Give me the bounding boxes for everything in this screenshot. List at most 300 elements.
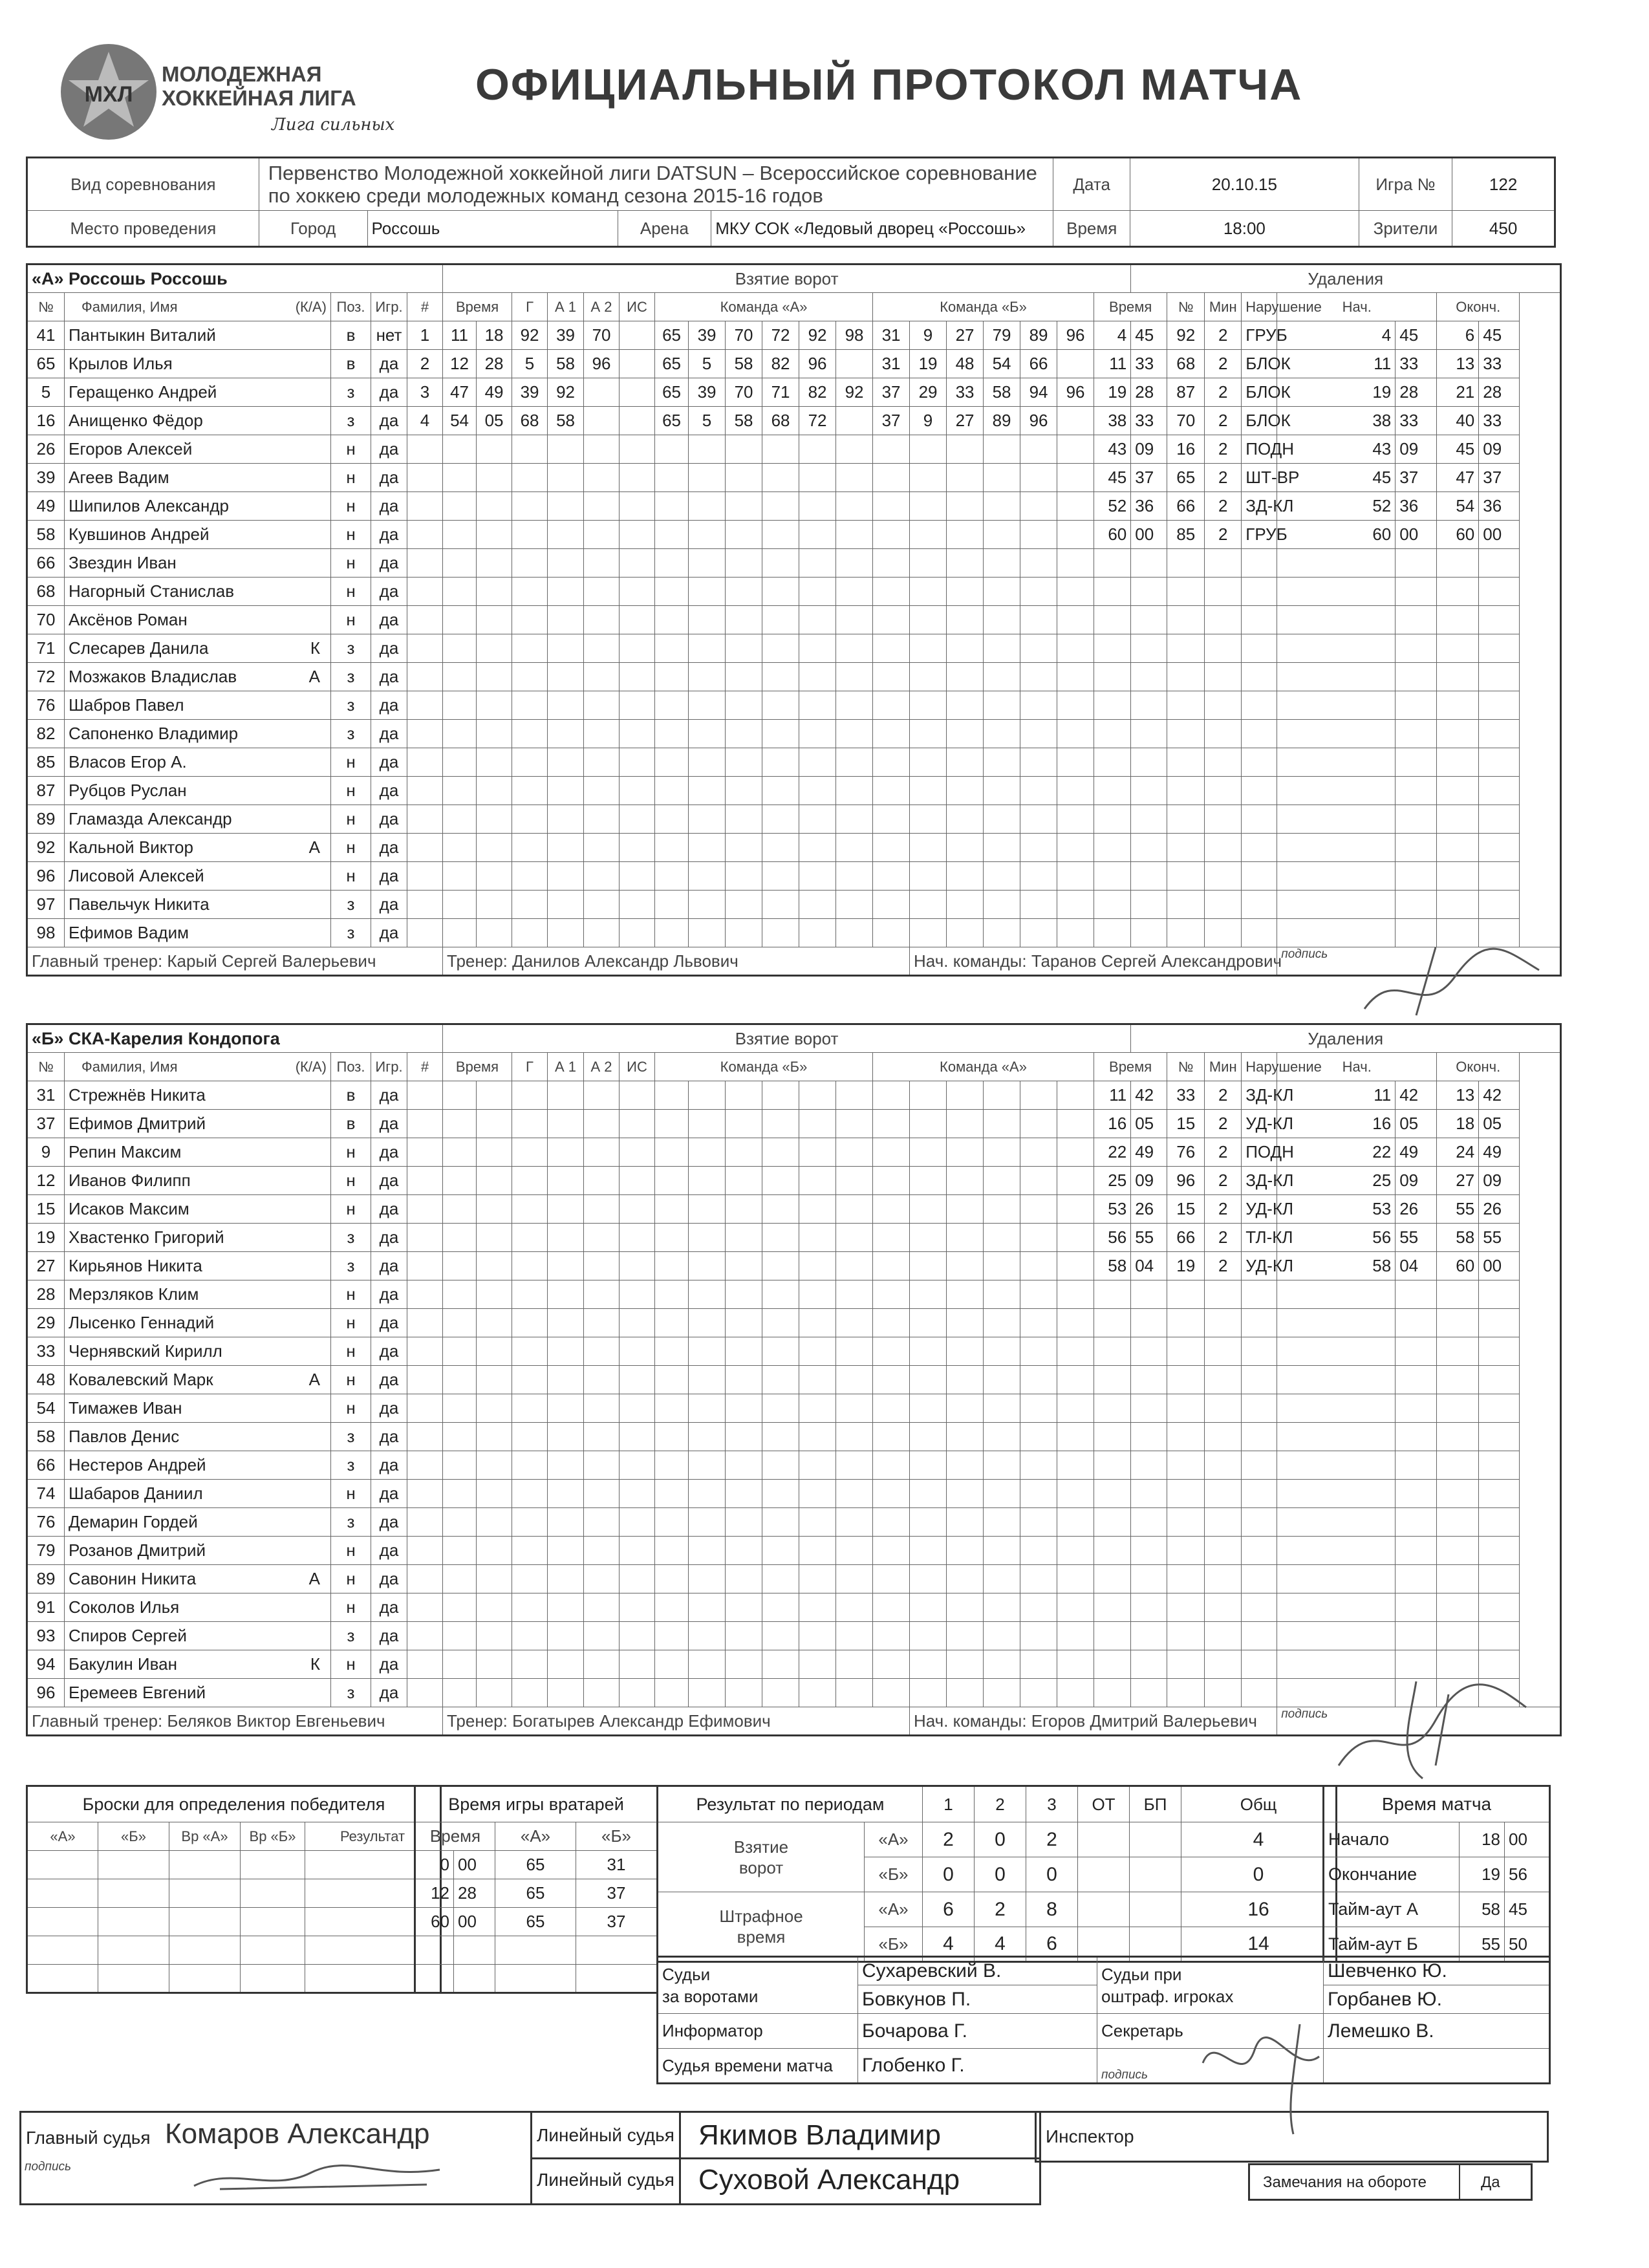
table-cell bbox=[1057, 464, 1094, 492]
table-cell bbox=[620, 606, 655, 634]
table-cell bbox=[689, 1366, 726, 1394]
table-cell: 6 bbox=[1437, 321, 1479, 350]
table-cell bbox=[548, 1224, 584, 1252]
table-cell bbox=[873, 1537, 910, 1565]
table-cell bbox=[1396, 1366, 1437, 1394]
table-cell bbox=[836, 1650, 873, 1679]
table-cell: 45 bbox=[1131, 321, 1167, 350]
table-cell: УД-КЛ bbox=[1242, 1252, 1277, 1280]
table-cell: 05 bbox=[477, 407, 512, 435]
table-cell bbox=[799, 748, 836, 777]
table-cell bbox=[1205, 1337, 1242, 1366]
table-cell: н bbox=[331, 578, 371, 606]
table-cell bbox=[799, 1167, 836, 1195]
table-cell bbox=[726, 777, 762, 805]
table-cell bbox=[726, 1081, 762, 1110]
referee-label: Главный судья bbox=[26, 2128, 151, 2148]
secretary: Лемешко В. bbox=[1324, 2014, 1550, 2049]
table-cell bbox=[1205, 1565, 1242, 1593]
table-cell bbox=[1396, 1309, 1437, 1337]
teamA-coach: Главный тренер: Карый Сергей Валерьевич bbox=[27, 947, 443, 976]
table-cell bbox=[1094, 748, 1131, 777]
table-cell bbox=[984, 1593, 1020, 1622]
table-cell bbox=[407, 492, 443, 521]
table-cell bbox=[655, 663, 689, 691]
table-cell bbox=[1020, 1679, 1057, 1707]
table-cell bbox=[984, 1423, 1020, 1451]
table-cell bbox=[407, 1081, 443, 1110]
table-cell: Судьи при оштраф. игроках bbox=[1097, 1957, 1324, 2014]
table-cell bbox=[689, 748, 726, 777]
table-cell: 49 bbox=[477, 378, 512, 407]
table-cell: БЛОК bbox=[1242, 407, 1277, 435]
table-cell bbox=[910, 1252, 947, 1280]
table-cell bbox=[689, 492, 726, 521]
table-cell bbox=[407, 1593, 443, 1622]
table-cell bbox=[689, 691, 726, 720]
table-cell bbox=[984, 834, 1020, 862]
table-cell bbox=[443, 521, 477, 549]
table-cell bbox=[1437, 1394, 1479, 1423]
goal-num: 1 bbox=[407, 321, 443, 350]
table-cell bbox=[1396, 777, 1437, 805]
table-cell bbox=[512, 777, 548, 805]
table-cell: ШТ-ВР bbox=[1242, 464, 1277, 492]
informer: Бочарова Г. bbox=[858, 2014, 1097, 2049]
player-row bbox=[27, 1138, 1561, 1167]
table-cell bbox=[1242, 1508, 1277, 1537]
table-cell bbox=[1131, 578, 1167, 606]
table-cell bbox=[836, 1480, 873, 1508]
table-cell bbox=[910, 1081, 947, 1110]
table-cell: н bbox=[331, 1309, 371, 1337]
table-cell: 56 bbox=[1505, 1857, 1550, 1892]
table-cell: 58 bbox=[548, 350, 584, 378]
table-cell: 47 bbox=[443, 378, 477, 407]
table-cell bbox=[1277, 1280, 1396, 1309]
table-cell: 37 bbox=[1131, 464, 1167, 492]
table-cell bbox=[873, 1679, 910, 1707]
table-cell bbox=[407, 1309, 443, 1337]
table-cell: Время bbox=[443, 293, 512, 321]
table-cell: Агеев Вадим bbox=[65, 464, 331, 492]
table-cell bbox=[407, 919, 443, 947]
table-cell bbox=[512, 492, 548, 521]
goal-num: 3 bbox=[407, 378, 443, 407]
table-cell bbox=[910, 435, 947, 464]
table-cell bbox=[836, 350, 873, 378]
table-cell bbox=[1167, 862, 1205, 891]
table-cell bbox=[548, 1167, 584, 1195]
table-cell: 22 bbox=[1277, 1138, 1396, 1167]
table-cell bbox=[762, 1280, 799, 1309]
table-cell: 2 bbox=[1205, 1224, 1242, 1252]
table-cell bbox=[1131, 805, 1167, 834]
table-cell bbox=[1479, 578, 1520, 606]
table-cell bbox=[548, 777, 584, 805]
table-cell bbox=[512, 578, 548, 606]
table-cell bbox=[726, 1480, 762, 1508]
table-cell bbox=[873, 1565, 910, 1593]
table-cell bbox=[873, 1423, 910, 1451]
table-cell bbox=[1057, 748, 1094, 777]
table-cell bbox=[1020, 464, 1057, 492]
table-cell bbox=[1205, 891, 1242, 919]
table-cell: 55 bbox=[1437, 1195, 1479, 1224]
table-cell bbox=[689, 1309, 726, 1337]
table-cell: н bbox=[331, 748, 371, 777]
table-cell bbox=[512, 1679, 548, 1707]
table-cell: Окончание bbox=[1324, 1857, 1460, 1892]
table-cell bbox=[443, 435, 477, 464]
table-cell bbox=[836, 1110, 873, 1138]
table-cell: 82 bbox=[799, 378, 836, 407]
table-cell bbox=[726, 1280, 762, 1309]
table-cell bbox=[836, 1195, 873, 1224]
table-cell bbox=[512, 1138, 548, 1167]
table-cell bbox=[762, 464, 799, 492]
table-cell bbox=[655, 1280, 689, 1309]
table-cell: Общ bbox=[1181, 1786, 1337, 1822]
table-cell bbox=[407, 777, 443, 805]
table-cell: 28 bbox=[27, 1280, 65, 1309]
table-cell bbox=[947, 1167, 984, 1195]
table-cell bbox=[512, 720, 548, 748]
table-cell bbox=[477, 1110, 512, 1138]
table-cell bbox=[477, 1622, 512, 1650]
table-cell bbox=[1057, 1537, 1094, 1565]
table-cell: 55 bbox=[1396, 1224, 1437, 1252]
table-cell bbox=[454, 1965, 495, 1993]
table-cell bbox=[1078, 1892, 1130, 1927]
table-cell: да bbox=[371, 407, 407, 435]
table-cell bbox=[799, 1252, 836, 1280]
table-cell: з bbox=[331, 634, 371, 663]
table-cell bbox=[1057, 521, 1094, 549]
table-cell bbox=[620, 521, 655, 549]
table-cell bbox=[726, 720, 762, 748]
table-cell bbox=[1277, 549, 1396, 578]
table-cell bbox=[1205, 606, 1242, 634]
player-row bbox=[27, 521, 1561, 549]
table-cell bbox=[762, 1337, 799, 1366]
table-cell bbox=[548, 891, 584, 919]
table-cell: Кирьянов Никита bbox=[65, 1252, 331, 1280]
table-cell: Мин bbox=[1205, 293, 1242, 321]
table-cell: да bbox=[371, 1167, 407, 1195]
table-cell: 39 bbox=[689, 321, 726, 350]
table-cell: Нач. команды: Егоров Дмитрий Валерьевич bbox=[910, 1707, 1277, 1736]
table-cell: БЛОК bbox=[1242, 378, 1277, 407]
table-cell bbox=[873, 834, 910, 862]
table-cell bbox=[241, 1965, 305, 1993]
table-cell bbox=[836, 720, 873, 748]
table-cell bbox=[1396, 691, 1437, 720]
table-cell bbox=[584, 606, 620, 634]
table-cell bbox=[1242, 1309, 1277, 1337]
table-cell: «Б» bbox=[865, 1857, 923, 1892]
table-cell bbox=[1277, 1451, 1396, 1480]
table-cell: н bbox=[331, 1167, 371, 1195]
date: 20.10.15 bbox=[1130, 158, 1359, 211]
table-cell: 42 bbox=[1131, 1081, 1167, 1110]
table-cell bbox=[689, 663, 726, 691]
table-cell: 2 bbox=[1205, 407, 1242, 435]
table-cell bbox=[873, 691, 910, 720]
table-cell bbox=[1396, 606, 1437, 634]
table-cell bbox=[1479, 748, 1520, 777]
table-cell bbox=[1396, 1508, 1437, 1537]
table-cell: 43 bbox=[1094, 435, 1131, 464]
table-cell bbox=[984, 663, 1020, 691]
table-cell: 70 bbox=[726, 321, 762, 350]
table-cell: № bbox=[27, 1053, 65, 1081]
table-cell bbox=[477, 1451, 512, 1480]
table-cell: нет bbox=[371, 321, 407, 350]
table-cell: Вр «А» bbox=[169, 1822, 241, 1851]
table-cell bbox=[689, 919, 726, 947]
table-cell bbox=[1167, 720, 1205, 748]
table-cell bbox=[1205, 663, 1242, 691]
table-cell: 33 bbox=[27, 1337, 65, 1366]
table-cell bbox=[477, 1366, 512, 1394]
table-cell bbox=[836, 634, 873, 663]
table-cell bbox=[512, 748, 548, 777]
table-cell: в bbox=[331, 350, 371, 378]
table-cell bbox=[1167, 1423, 1205, 1451]
table-cell bbox=[726, 1167, 762, 1195]
table-cell bbox=[27, 1965, 98, 1993]
table-cell: 39 bbox=[548, 321, 584, 350]
table-cell bbox=[910, 1309, 947, 1337]
table-cell bbox=[443, 1252, 477, 1280]
player-row bbox=[27, 1451, 1561, 1480]
penalty-box-judge-2: Горбанев Ю. bbox=[1324, 1985, 1550, 2014]
table-cell: 38 bbox=[1277, 407, 1396, 435]
table-cell: 45 bbox=[1437, 435, 1479, 464]
table-cell bbox=[548, 1593, 584, 1622]
table-cell bbox=[443, 1679, 477, 1707]
table-cell bbox=[443, 1508, 477, 1537]
table-cell bbox=[1167, 1309, 1205, 1337]
table-cell bbox=[477, 691, 512, 720]
table-cell: 65 bbox=[655, 378, 689, 407]
table-cell bbox=[1057, 1451, 1094, 1480]
table-cell bbox=[762, 521, 799, 549]
table-cell: 4 bbox=[923, 1927, 975, 1962]
table-cell: 93 bbox=[27, 1622, 65, 1650]
table-cell: да bbox=[371, 464, 407, 492]
table-cell: 33 bbox=[1396, 407, 1437, 435]
table-cell: 65 bbox=[27, 350, 65, 378]
table-cell bbox=[655, 862, 689, 891]
table-cell bbox=[620, 1650, 655, 1679]
table-cell: 2 bbox=[1205, 1138, 1242, 1167]
table-cell: 5 bbox=[689, 407, 726, 435]
table-cell bbox=[836, 1366, 873, 1394]
player-row bbox=[27, 805, 1561, 834]
table-cell: н bbox=[331, 1337, 371, 1366]
table-cell bbox=[1057, 1394, 1094, 1423]
table-cell: 5 bbox=[512, 350, 548, 378]
table-cell bbox=[689, 1081, 726, 1110]
table-cell bbox=[407, 862, 443, 891]
table-cell bbox=[1131, 834, 1167, 862]
table-cell bbox=[1437, 606, 1479, 634]
table-cell bbox=[1396, 663, 1437, 691]
table-cell bbox=[1437, 834, 1479, 862]
table-cell bbox=[443, 1423, 477, 1451]
table-cell bbox=[620, 1423, 655, 1451]
table-cell bbox=[407, 834, 443, 862]
player-row bbox=[27, 1195, 1561, 1224]
table-cell bbox=[947, 1451, 984, 1480]
table-cell bbox=[726, 862, 762, 891]
table-cell bbox=[477, 1679, 512, 1707]
player-row bbox=[27, 1167, 1561, 1195]
table-cell: да bbox=[371, 1423, 407, 1451]
table-cell bbox=[799, 919, 836, 947]
table-cell bbox=[1205, 748, 1242, 777]
table-cell: 68 bbox=[512, 407, 548, 435]
table-cell: Павельчук Никита bbox=[65, 891, 331, 919]
table-cell bbox=[836, 407, 873, 435]
table-cell bbox=[1057, 1138, 1094, 1167]
table-cell bbox=[799, 1508, 836, 1537]
table-cell bbox=[415, 1965, 454, 1993]
table-cell bbox=[799, 834, 836, 862]
table-cell: да bbox=[371, 1280, 407, 1309]
table-cell bbox=[620, 464, 655, 492]
table-cell bbox=[1131, 1309, 1167, 1337]
table-cell bbox=[620, 1394, 655, 1423]
table-cell: 8 bbox=[1026, 1892, 1078, 1927]
table-cell: 09 bbox=[1131, 1167, 1167, 1195]
table-cell bbox=[1479, 606, 1520, 634]
table-cell bbox=[584, 1537, 620, 1565]
table-cell bbox=[1020, 720, 1057, 748]
table-cell bbox=[984, 1679, 1020, 1707]
table-cell: Вр «Б» bbox=[241, 1822, 305, 1851]
table-cell bbox=[1437, 862, 1479, 891]
city-label: Город bbox=[259, 211, 367, 247]
table-cell bbox=[984, 521, 1020, 549]
player-row bbox=[27, 1423, 1561, 1451]
table-cell bbox=[1167, 691, 1205, 720]
table-cell bbox=[584, 1224, 620, 1252]
table-cell bbox=[836, 1337, 873, 1366]
table-cell bbox=[620, 1167, 655, 1195]
table-cell bbox=[655, 606, 689, 634]
table-cell bbox=[1130, 1857, 1181, 1892]
table-cell bbox=[1057, 1366, 1094, 1394]
table-cell bbox=[726, 1679, 762, 1707]
table-cell bbox=[984, 1252, 1020, 1280]
table-cell bbox=[1437, 1309, 1479, 1337]
table-cell bbox=[1130, 1822, 1181, 1857]
table-cell: н bbox=[331, 606, 371, 634]
table-cell bbox=[1130, 1892, 1181, 1927]
table-cell bbox=[947, 720, 984, 748]
player-row bbox=[27, 1309, 1561, 1337]
table-cell bbox=[836, 919, 873, 947]
table-cell: 45 bbox=[1505, 1892, 1550, 1927]
table-cell bbox=[1396, 1480, 1437, 1508]
table-cell bbox=[584, 1138, 620, 1167]
table-cell bbox=[548, 720, 584, 748]
teamA-title: «А» Россошь Россошь bbox=[27, 265, 443, 293]
table-cell bbox=[407, 1508, 443, 1537]
table-cell: 68 bbox=[27, 578, 65, 606]
table-cell bbox=[1396, 578, 1437, 606]
table-cell bbox=[984, 1309, 1020, 1337]
table-cell bbox=[799, 663, 836, 691]
table-cell bbox=[655, 891, 689, 919]
table-cell bbox=[762, 1480, 799, 1508]
table-cell bbox=[984, 492, 1020, 521]
table-cell bbox=[477, 663, 512, 691]
table-cell bbox=[1277, 891, 1396, 919]
table-cell: Информатор bbox=[658, 2014, 858, 2049]
table-cell bbox=[477, 1195, 512, 1224]
table-cell: 2 bbox=[975, 1892, 1026, 1927]
table-cell bbox=[655, 1081, 689, 1110]
table-cell bbox=[910, 805, 947, 834]
time-label: Время bbox=[1053, 211, 1130, 247]
table-cell bbox=[27, 1936, 98, 1965]
table-cell bbox=[548, 606, 584, 634]
table-cell bbox=[726, 663, 762, 691]
table-cell: 96 bbox=[799, 350, 836, 378]
table-cell bbox=[1020, 691, 1057, 720]
table-cell bbox=[1479, 1309, 1520, 1337]
table-cell: 33 bbox=[1131, 407, 1167, 435]
table-cell bbox=[947, 521, 984, 549]
table-cell bbox=[873, 1280, 910, 1309]
table-cell bbox=[1094, 805, 1131, 834]
table-cell bbox=[873, 891, 910, 919]
table-cell bbox=[477, 805, 512, 834]
table-cell: УД-КЛ bbox=[1242, 1195, 1277, 1224]
table-cell bbox=[689, 1224, 726, 1252]
table-cell bbox=[1131, 891, 1167, 919]
table-cell bbox=[655, 435, 689, 464]
table-cell bbox=[1205, 1622, 1242, 1650]
table-cell: в bbox=[331, 321, 371, 350]
table-cell: 58 bbox=[1437, 1224, 1479, 1252]
table-cell bbox=[1437, 720, 1479, 748]
table-cell bbox=[1020, 891, 1057, 919]
table-cell bbox=[477, 1337, 512, 1366]
table-cell: да bbox=[371, 549, 407, 578]
table-cell bbox=[1437, 1537, 1479, 1565]
table-cell: 48 bbox=[947, 350, 984, 378]
table-cell bbox=[584, 378, 620, 407]
table-cell bbox=[1131, 1537, 1167, 1565]
table-cell bbox=[443, 1622, 477, 1650]
table-cell: «А» bbox=[865, 1892, 923, 1927]
table-cell bbox=[584, 549, 620, 578]
table-cell bbox=[1479, 862, 1520, 891]
table-cell bbox=[799, 578, 836, 606]
table-cell: 26 bbox=[1131, 1195, 1167, 1224]
table-cell bbox=[1167, 663, 1205, 691]
table-cell bbox=[910, 1679, 947, 1707]
table-cell: ПОДН bbox=[1242, 435, 1277, 464]
table-cell bbox=[1396, 1280, 1437, 1309]
table-cell bbox=[477, 1480, 512, 1508]
table-cell bbox=[1020, 1309, 1057, 1337]
